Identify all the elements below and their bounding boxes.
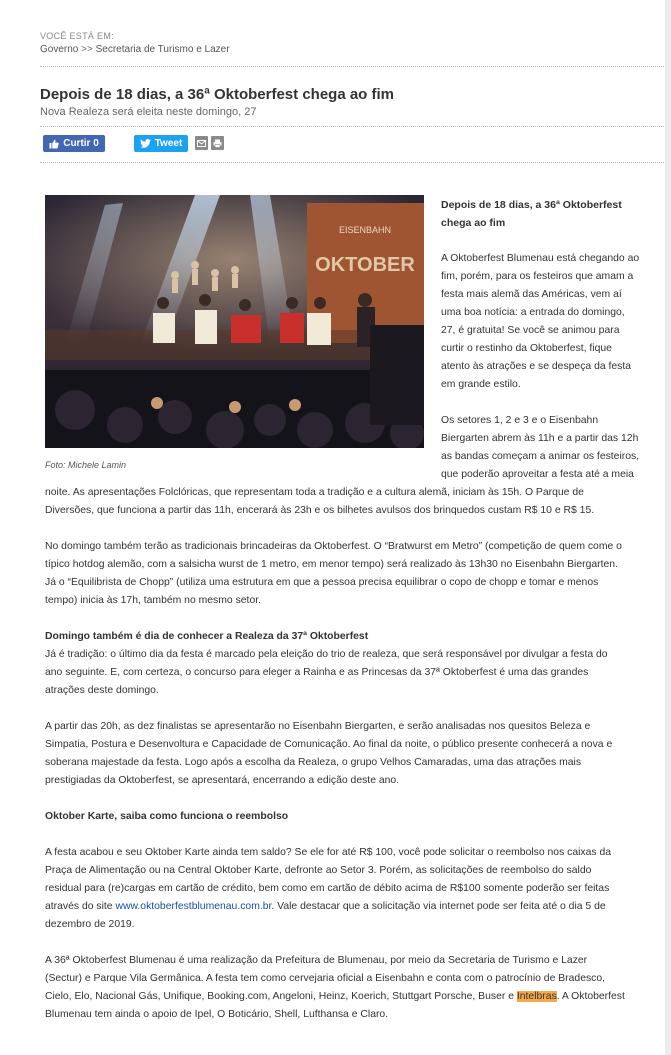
section-heading-karte-wrap (45, 808, 657, 826)
printer-icon (213, 139, 222, 148)
text-line: noite. As apresentações Folclóricas, que representam toda a tradição e a cultura alemã, iniciam às 15h. O Parque de (45, 487, 584, 498)
text-line: atrações deste domingo. (45, 685, 159, 696)
tweet-label: Tweet (154, 138, 183, 149)
article-body-title: Depois de 18 dias, a 36ª Oktoberfest chega ao fim (441, 199, 622, 229)
thumbs-up-icon (49, 139, 59, 149)
section-heading-karte: Oktober Karte, saiba como funciona o reembolso (45, 811, 289, 822)
text-line: uma boa notícia: a entrada do domingo, (441, 307, 625, 318)
text-line: A 36ª Oktoberfest Blumenau é uma realização da Prefeitura de Blumenau, por meio da Secretaria de Turismo e Lazer (45, 955, 588, 966)
envelope-icon (197, 140, 206, 147)
photo-caption: Foto: Michele Lamin (45, 460, 127, 470)
text-line: fim, porém, para os festeiros que amam a (441, 271, 634, 282)
text-line: prestigiadas da Oktoberfest, se apresentará, encerrando a edição deste ano. (45, 775, 400, 786)
text-line: Blumenau tem ainda o apoio de Ipel, O Boticário, Shell, Lufthansa e Claro. (45, 1009, 389, 1020)
section-realeza (45, 628, 657, 700)
section-heading-realeza: Domingo também é dia de conhecer a Realeza da 37ª Oktoberfest (45, 631, 369, 642)
text-line: Já o “Equilibrista de Chopp” (utiliza uma estrutura em que a pessoa precisa equilibrar o copo de chopp e tomar e menos (45, 577, 599, 588)
text-line: em grande estilo. (441, 379, 521, 390)
article-photo (45, 195, 424, 448)
text-line: típico hotdog alemão, com a salsicha wurst de 1 metro, em menor tempo) será realizado às 13h30 no Eisenbahn Biergarten. (45, 559, 618, 570)
text-line: residual para (re)cargas em cartão de crédito, bem como em cartão de débito acima de R$100 somente poderão ser feitas (45, 883, 610, 894)
text-line: Diversões, que funciona a partir das 11h, encerará às 23h e os bilhetes avulsos dos brinquedos custam R$ 10 e R$ 15. (45, 505, 595, 516)
email-share-button[interactable] (195, 136, 208, 150)
twitter-bird-icon (140, 139, 151, 148)
text-line: Já é tradição: o último dia da festa é marcado pela eleição do trio de realeza, que será responsável por divulgar a festa do (45, 649, 608, 660)
oktoberfest-site-link[interactable]: www.oktoberfestblumenau.com.br (115, 901, 272, 912)
page-subtitle: Nova Realeza será eleita neste domingo, 27 (40, 106, 257, 118)
breadcrumb-item-secretaria[interactable]: Secretaria de Turismo e Lazer (95, 44, 230, 55)
text-line: (Sectur) e Parque Vila Germânica. A festa tem como cervejaria oficial a Eisenbahn e conta com o patrocínio de Bradesco, (45, 973, 606, 984)
text-line: as bandas começam a animar os festeiros, (441, 451, 640, 462)
scroll-gutter (665, 0, 671, 1055)
sign-title: OKTOBER (315, 254, 415, 276)
like-label: Curtir 0 (63, 138, 99, 149)
paragraph-finalists (45, 718, 657, 790)
paragraph-sectors-side (441, 412, 661, 484)
facebook-like-button[interactable] (43, 135, 105, 152)
text-line: Os setores 1, 2 e 3 e o Eisenbahn (441, 415, 599, 426)
text-line: No domingo também terão as tradicionais brincadeiras da Oktoberfest. O “Bratwurst em Metro” (competição de quem come o (45, 541, 622, 552)
divider (40, 66, 664, 67)
page-title: Depois de 18 dias, a 36ª Oktoberfest chega ao fim (40, 86, 395, 103)
breadcrumb-item-governo[interactable]: Governo (40, 44, 79, 55)
text-line: dezembro de 2019. (45, 919, 135, 930)
text-line: festa mais alemã das Américas, vem aí (441, 289, 622, 300)
text-segment: através do site (45, 901, 116, 912)
text-line: ano seguinte. E, com certeza, o concurso para eleger a Rainha e as Princesas da 37ª Oktoberfest é uma das grandes (45, 667, 589, 678)
text-line: curtir o restinho da Oktoberfest, fique (441, 343, 612, 354)
breadcrumb (40, 44, 230, 55)
text-line: que poderão aproveitar a festa até a meia (441, 469, 634, 480)
text-segment: Cielo, Elo, Nacional Gás, Unifique, Booking.com, Angeloni, Heinz, Koerich, Stuttgart Porsche, Buser e (45, 991, 517, 1002)
text-line: 27, é gratuita! Se você se animou para (441, 325, 620, 336)
paragraph-intro (441, 250, 661, 394)
text-segment: . Vale destacar que a solicitação via internet pode ser feita até o dia 5 de (271, 901, 606, 912)
text-segment: . A Oktoberfest (556, 991, 625, 1002)
text-line: soberana majestade da festa. Logo após a escolha da Realeza, o grupo Velhos Camaradas, uma das atrações mais (45, 757, 582, 768)
tweet-button[interactable] (134, 135, 188, 152)
paragraph-sectors-full (45, 484, 657, 520)
highlighted-term: Intelbras (516, 991, 557, 1002)
text-line: Praça de Alimentação ou na Central Oktober Karte, defronte ao Setor 3. Porém, as solicitações de reembolso do saldo (45, 865, 592, 876)
text-line: tempo) inicia às 17h, também no mesmo setor. (45, 595, 261, 606)
text-line: atento às atrações e se despeça da festa (441, 361, 632, 372)
text-line: Simpatia, Postura e Desenvoltura e Capacidade de Comunicação. Ao final da noite, o público presente conhecerá a nova e (45, 739, 613, 750)
sign-brand: EISENBAHN (338, 225, 392, 235)
text-line: A Oktoberfest Blumenau está chegando ao (441, 253, 640, 264)
divider (40, 162, 664, 163)
divider (40, 126, 664, 127)
breadcrumb-label: VOCÊ ESTÁ EM: (40, 31, 114, 41)
paragraph-games (45, 538, 657, 610)
text-line: A partir das 20h, as dez finalistas se apresentarão no Eisenbahn Biergarten, e serão analisadas nos quesitos Beleza e (45, 721, 591, 732)
paragraph-refund (45, 844, 657, 934)
paragraph-sponsors (45, 952, 657, 1024)
text-line: Biergarten abrem às 11h e a partir das 12h (441, 433, 639, 444)
print-button[interactable] (211, 136, 224, 150)
breadcrumb-separator: >> (81, 44, 93, 55)
text-line: A festa acabou e seu Oktober Karte ainda tem saldo? Se ele for até R$ 100, você pode solicitar o reembolso nos caixas da (45, 847, 612, 858)
